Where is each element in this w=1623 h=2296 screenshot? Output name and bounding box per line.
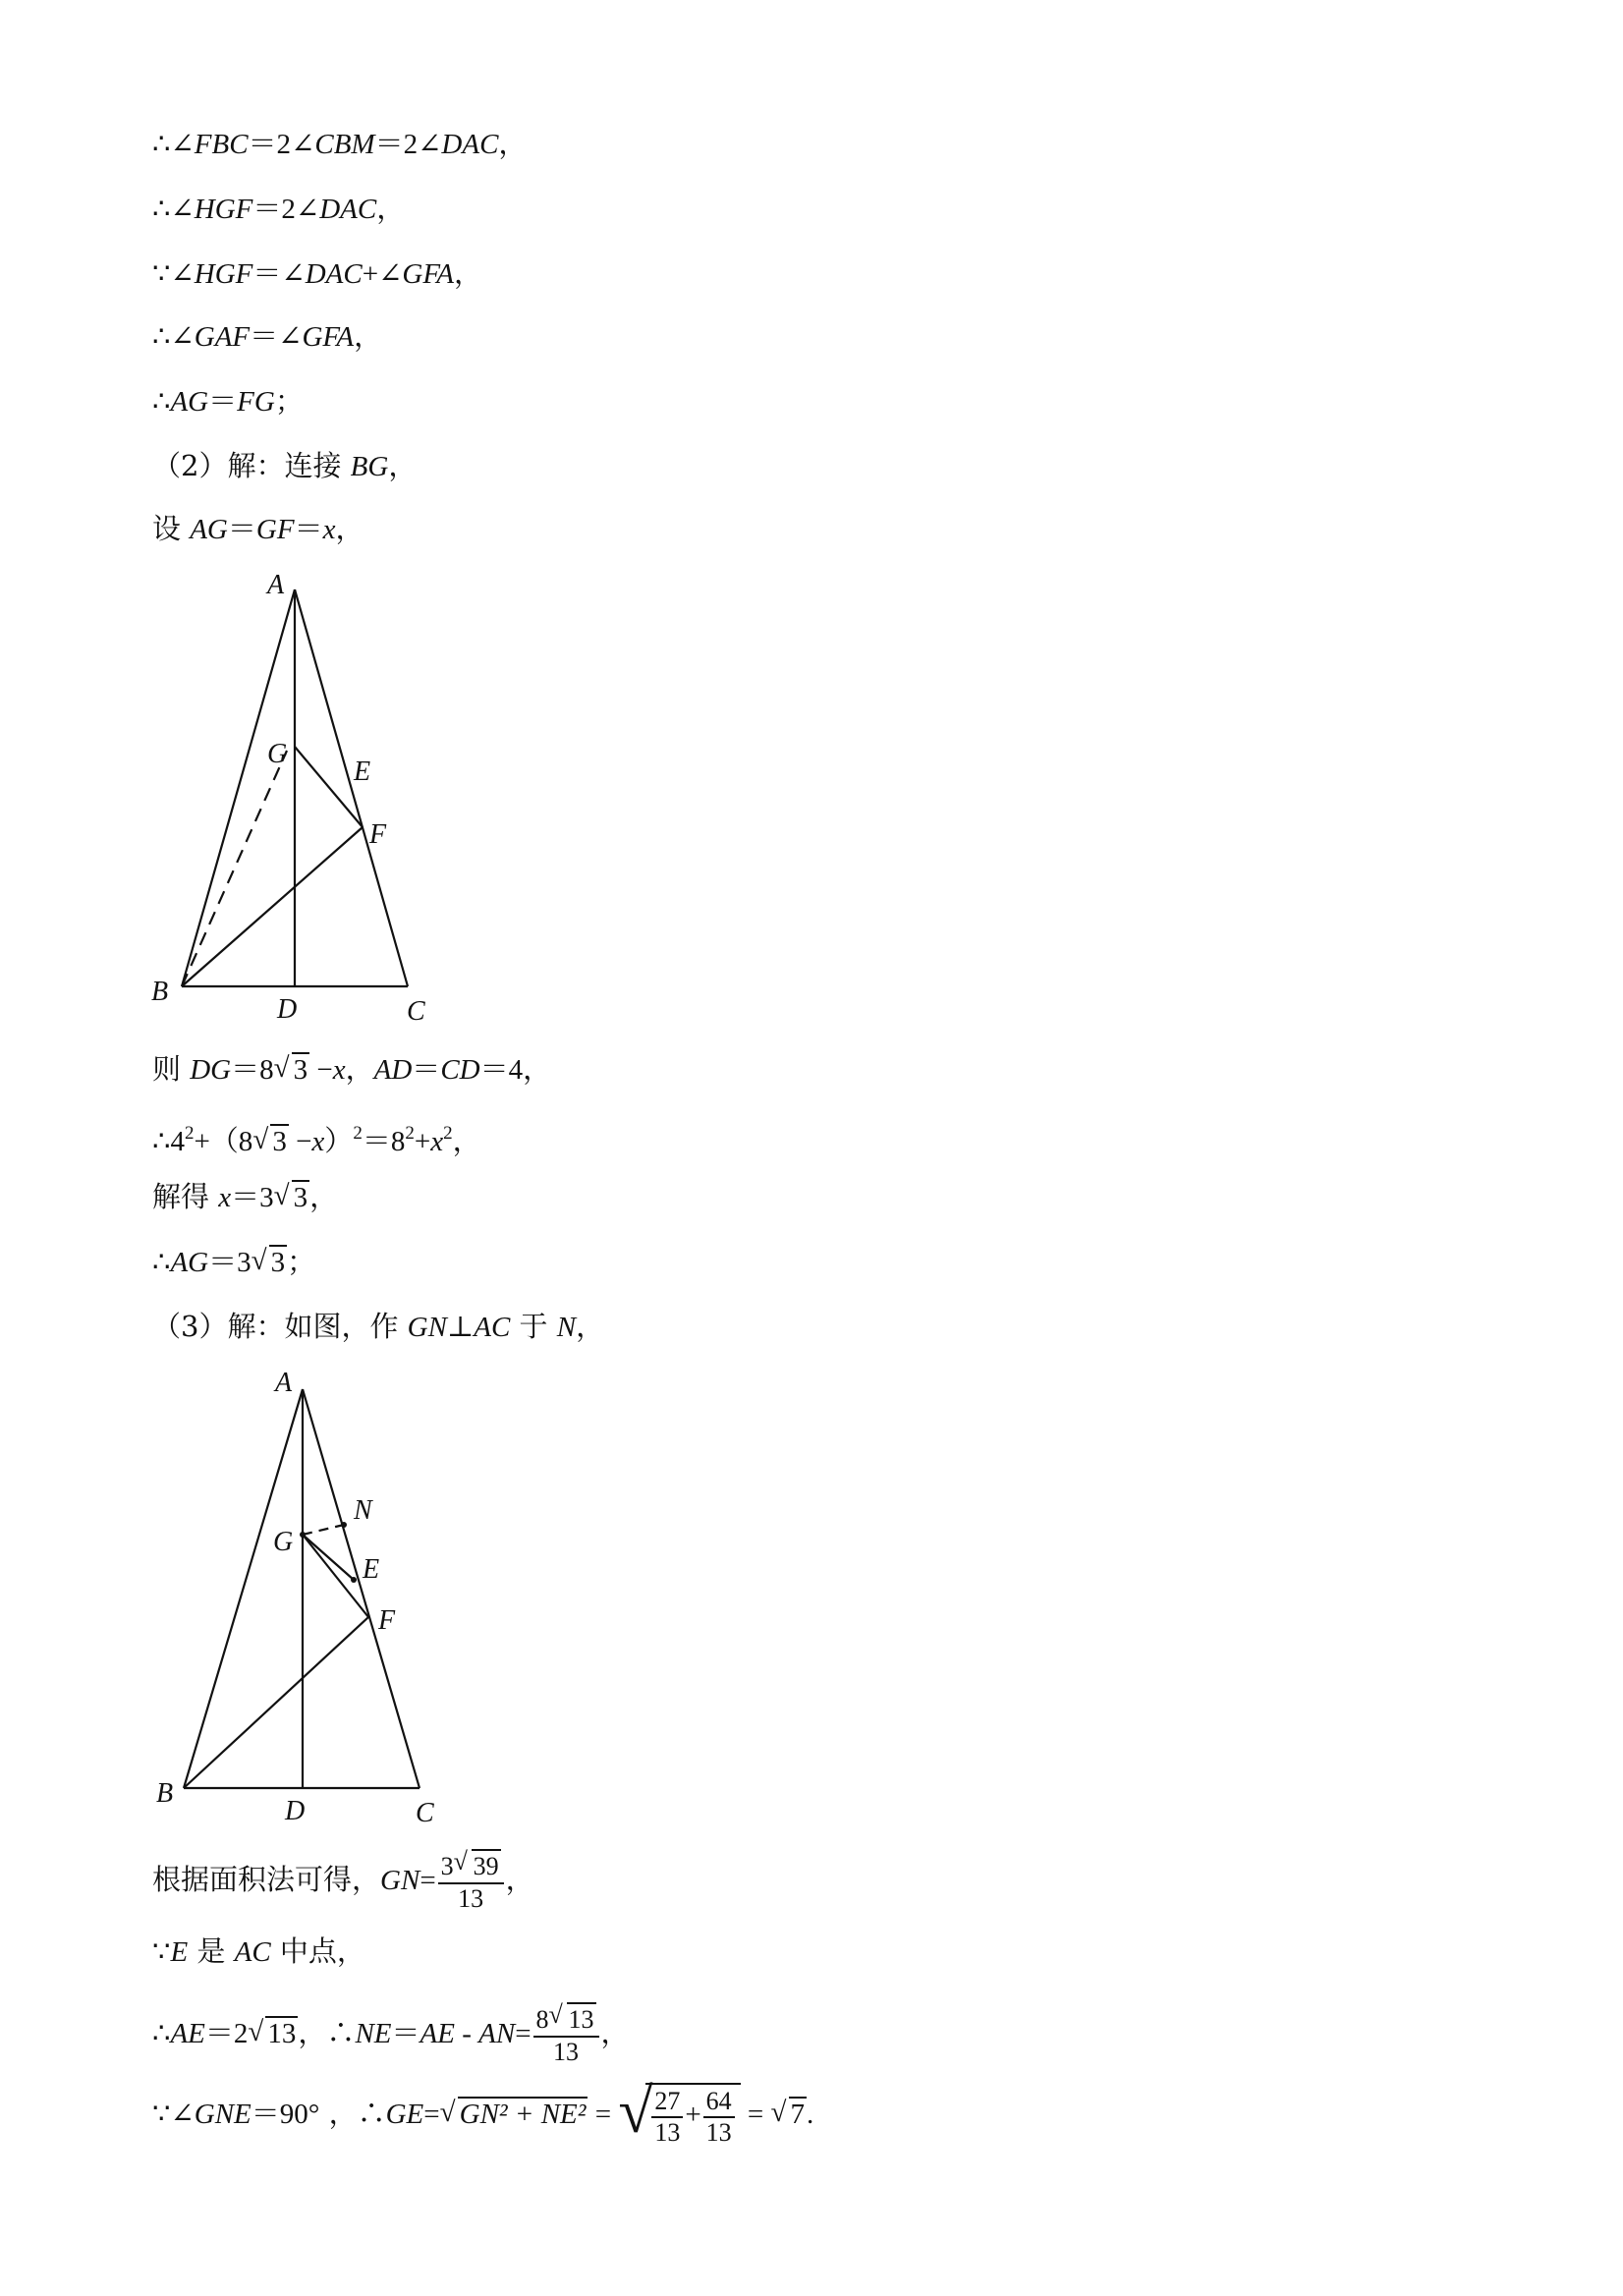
therefore-symbol: ∴ [152, 2016, 171, 2049]
because-symbol: ∵ [152, 1934, 171, 1968]
label-d: D [285, 1796, 306, 1826]
label-b: B [156, 1778, 174, 1809]
segment-bf [184, 1617, 368, 1788]
label-a: A [267, 570, 285, 600]
therefore-symbol: ∴ [152, 1245, 171, 1278]
label-d: D [277, 994, 298, 1025]
sqrt-3: √ 3 [274, 1178, 310, 1217]
proof-line-10: 解得 x＝3√ 3， [152, 1177, 338, 1217]
sqrt-3: √ 3 [274, 1050, 310, 1090]
sqrt-gn2-ne2: √ GN² + NE² [440, 2095, 588, 2134]
proof-line-13: 根据面积法可得，GN= $\frac{3√ 39}{13}$ ， [152, 1849, 534, 1914]
fraction-gn: $\frac{3√ 39}{13}$ [438, 1849, 504, 1914]
proof-line-11: ∴AG＝3√ 3； [152, 1242, 315, 1282]
label-c: C [407, 996, 425, 1027]
therefore-symbol: ∴ [326, 2016, 356, 2049]
because-symbol: ∵ [152, 2097, 171, 2130]
point-n [341, 1522, 347, 1528]
segment-ac [295, 589, 408, 986]
therefore-symbol: ∴ [357, 2097, 386, 2130]
label-c: C [416, 1798, 434, 1828]
label-g: G [267, 739, 288, 769]
therefore-symbol: ∴ [152, 319, 171, 353]
segment-bg-dashed [182, 751, 287, 986]
proof-line-12: （3）解：如图，作 GN⊥AC 于 N， [152, 1310, 605, 1343]
label-f: F [369, 819, 387, 850]
segment-gf [295, 747, 363, 827]
label-e: E [354, 756, 371, 787]
sqrt-13: √ 13 [248, 2014, 298, 2053]
therefore-symbol: ∴ [152, 384, 171, 418]
proof-line-8: 则 DG＝8√ 3 −x，AD＝CD＝4， [152, 1049, 551, 1090]
sqrt-3: √ 3 [252, 1122, 289, 1161]
triangle-figure-2 [142, 1362, 457, 1833]
sqrt-fraction-sum: √ $\frac{27}{13}$ + $\frac{64}{13}$ [618, 2083, 740, 2148]
sqrt-7: √ 7 [771, 2095, 808, 2134]
proof-line-9: $\therefore 4^2+(8√$ $3 -x)^2=8^2+x^2$， [152, 1114, 481, 1161]
segment-ge [303, 1535, 354, 1580]
point-g [300, 1532, 306, 1538]
proof-line-3: ∵∠HGF＝∠DAC+∠GFA， [152, 256, 483, 290]
segment-gf [303, 1535, 368, 1617]
segment-ab [184, 1389, 303, 1788]
segment-bf [182, 827, 363, 986]
because-symbol: ∵ [152, 256, 171, 290]
label-n: N [354, 1495, 372, 1526]
sqrt-3: √ 3 [252, 1243, 288, 1282]
therefore-symbol: ∴ [152, 192, 171, 225]
proof-line-1: ∴∠FBC＝2∠CBM＝2∠DAC， [152, 127, 528, 160]
proof-line-5: ∴AG＝FG； [152, 384, 304, 418]
proof-line-15: ∴AE＝2√ 13，∴NE＝AE - AN= $\frac{8√ 13}{13}$ ， [152, 2002, 630, 2067]
label-g: G [273, 1527, 294, 1557]
label-b: B [151, 977, 169, 1007]
proof-line-16: ∵∠GNE＝90° ，∴GE=√ GN² + NE² = √ $\frac{27}{13}$ + $\frac{64}{13}$ = √ 7. [152, 2083, 813, 2148]
therefore-symbol: ∴ [152, 127, 171, 160]
therefore-symbol: ∴ [152, 1124, 171, 1157]
fraction-ne: $\frac{8√ 13}{13}$ [533, 2002, 599, 2067]
proof-line-4: ∴∠GAF＝∠GFA， [152, 319, 383, 353]
label-f: F [378, 1605, 396, 1636]
triangle-figure-1 [138, 562, 452, 1032]
point-e [351, 1577, 357, 1583]
label-e: E [363, 1554, 380, 1585]
segment-gn-dashed [303, 1525, 344, 1535]
segment-ab [182, 589, 295, 986]
proof-line-14: ∵E 是 AC 中点， [152, 1934, 365, 1968]
proof-line-6: （2）解：连接 BG， [152, 449, 418, 482]
label-a: A [275, 1368, 293, 1398]
proof-line-7: 设 AG＝GF＝x， [152, 512, 364, 545]
segment-ac [303, 1389, 420, 1788]
proof-line-2: ∴∠HGF＝2∠DAC， [152, 192, 406, 225]
